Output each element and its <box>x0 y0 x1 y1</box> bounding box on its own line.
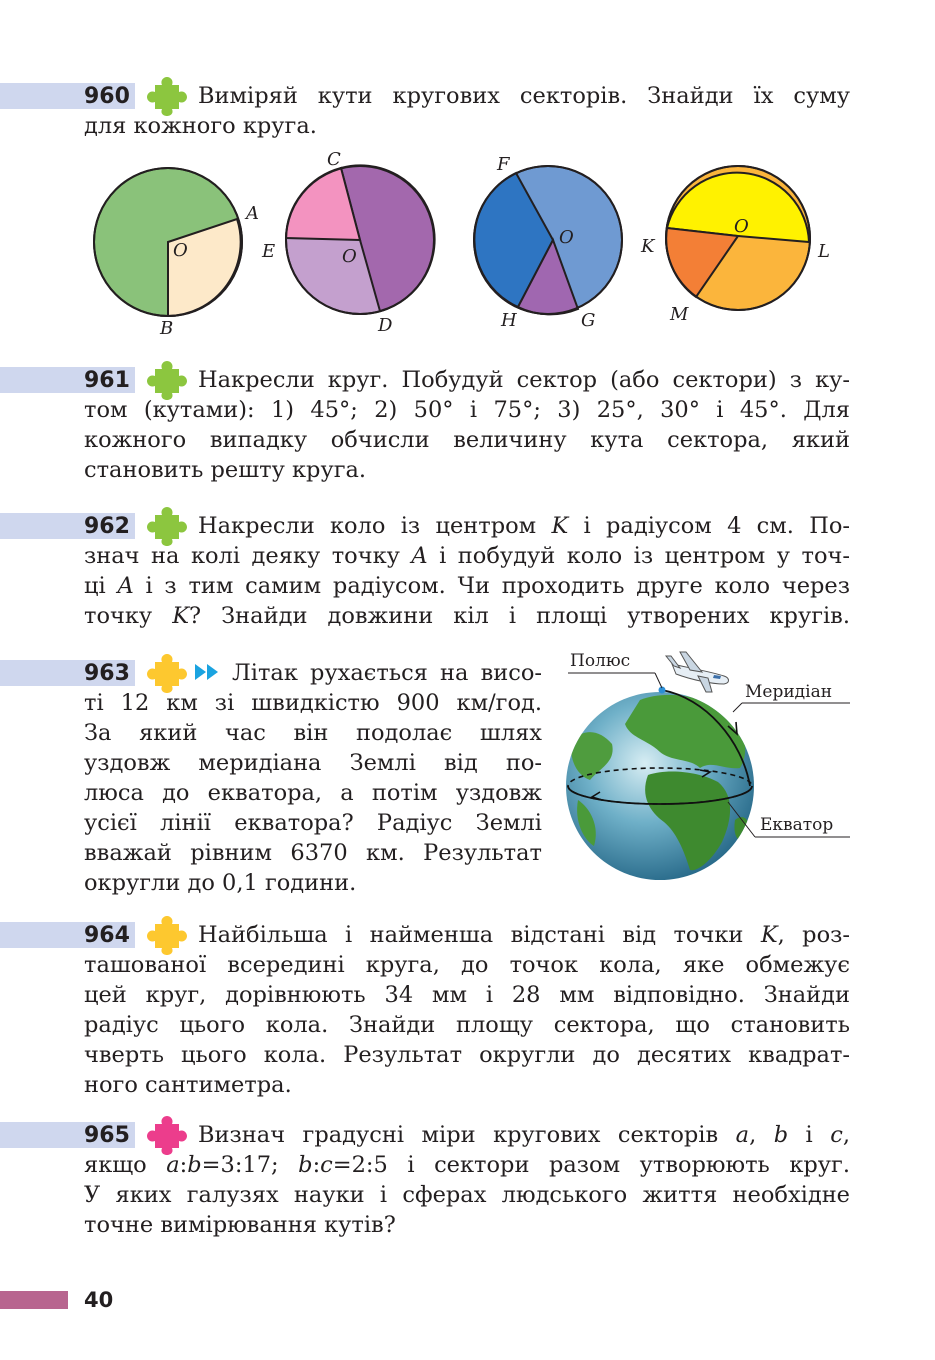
problem-963-line-7: вважай рівним 6370 км. Результат <box>84 840 542 866</box>
problem-961-line-2: том (кутами): 1) 45°; 2) 50° і 75°; 3) 25°, 30° і 45°. Для <box>84 397 850 423</box>
problem-961-line-3: кожного випадку обчисли величину кута сектора, який <box>84 427 850 453</box>
airplane-icon <box>666 652 729 692</box>
center-label-o: O <box>734 216 749 237</box>
point-label-b: B <box>160 318 174 339</box>
pole-leader-line <box>655 673 662 688</box>
puzzle-piece-pink-icon <box>147 1115 187 1155</box>
page-number: 40 <box>84 1288 114 1312</box>
problem-964-line-5: чверть цього кола. Результат округли до десятих квадрат- <box>84 1042 850 1068</box>
problem-964-line-2: ташованої всередині круга, до точок кола, яке обмежує <box>84 952 850 978</box>
problem-963-line-8: округли до 0,1 години. <box>84 870 357 896</box>
problem-number: 961 <box>84 368 130 393</box>
problem-962-line-3: ці A і з тим самим радіусом. Чи проходить друге коло через <box>84 573 850 599</box>
problem-962-line-4: точку K? Знайди довжини кіл і площі утворених кругів. <box>84 603 850 629</box>
point-label-d: D <box>378 315 393 336</box>
problem-961-line-4: становить решту круга. <box>84 457 367 483</box>
problem-number: 965 <box>84 1123 130 1148</box>
problem-number: 962 <box>84 514 130 539</box>
point-label-a: A <box>246 203 259 224</box>
point-label-e: E <box>262 241 276 262</box>
problem-964-line-3: цей круг, дорівнюють 34 мм і 28 мм відповідно. Знайди <box>84 982 850 1008</box>
problem-963-line-5: люса до екватора, а потім уздовж <box>84 780 542 806</box>
puzzle-piece-yellow-icon <box>147 653 187 693</box>
problem-960-line-2: для кожного круга. <box>84 113 317 139</box>
circle-3 <box>474 154 622 331</box>
puzzle-piece-green-icon <box>147 506 187 546</box>
point-label-m: M <box>670 304 689 325</box>
circle-1 <box>94 168 259 339</box>
puzzle-piece-green-icon <box>147 76 187 116</box>
problem-963-line-3: За який час він подолає шлях <box>84 720 542 746</box>
puzzle-piece-green-icon <box>147 360 187 400</box>
problem-number: 960 <box>84 84 130 109</box>
problem-963-line-6: усієї лінії екватора? Радіус Землі <box>84 810 542 836</box>
circle-2 <box>261 149 435 336</box>
pole-label: Полюс <box>570 651 631 671</box>
problem-965-line-3: У яких галузях науки і сферах людського життя необхідне <box>84 1182 850 1208</box>
double-triangle-icon <box>195 664 219 680</box>
problem-962-line-2: знач на колі деяку точку A і побудуй коло із центром у точ- <box>84 543 850 569</box>
center-label-o: O <box>173 240 188 261</box>
center-label-o: O <box>559 227 574 248</box>
problem-964-line-6: ного сантиметра. <box>84 1072 292 1098</box>
problem-964-line-4: радіус цього кола. Знайди площу сектора, що становить <box>84 1012 850 1038</box>
problem-number: 964 <box>84 923 130 948</box>
point-label-l: L <box>818 241 830 262</box>
equator-label: Екватор <box>760 815 834 835</box>
problem-961-line-1: Накресли круг. Побудуй сектор (або сектори) з ку- <box>198 367 850 393</box>
problem-number: 963 <box>84 661 130 686</box>
point-label-k: K <box>641 236 655 257</box>
circle-4 <box>640 166 830 325</box>
problem-963-line-1: Літак рухається на висо- <box>232 660 542 686</box>
problem-964-line-1: Найбільша і найменша відстані від точки K, роз- <box>198 922 850 948</box>
puzzle-piece-yellow-icon <box>147 915 187 955</box>
globe-illustration <box>560 645 860 885</box>
point-label-f: F <box>497 154 510 175</box>
problem-965-line-4: точне вимірювання кутів? <box>84 1212 396 1238</box>
problem-963-line-4: уздовж меридіана Землі від по- <box>84 750 542 776</box>
point-label-c: C <box>327 149 341 170</box>
problem-960-line-1: Виміряй кути кругових секторів. Знайди їх суму <box>198 83 850 109</box>
center-label-o: O <box>342 246 357 267</box>
problem-963-line-2: ті 12 км зі швидкістю 900 км/год. <box>84 690 542 716</box>
meridian-leader-line <box>733 703 742 712</box>
problem-962-line-1: Накресли коло із центром K і радіусом 4 см. По- <box>198 513 850 539</box>
meridian-label: Меридіан <box>745 682 833 702</box>
footer-bar <box>0 1291 68 1309</box>
point-label-g: G <box>581 310 596 331</box>
circle-sectors-figure <box>80 145 870 345</box>
point-label-h: H <box>501 310 517 331</box>
problem-965-line-1: Визнач градусні міри кругових секторів a, b і c, <box>198 1122 850 1148</box>
problem-965-line-2: якщо a:b=3:17; b:c=2:5 і сектори разом утворюють круг. <box>84 1152 850 1178</box>
